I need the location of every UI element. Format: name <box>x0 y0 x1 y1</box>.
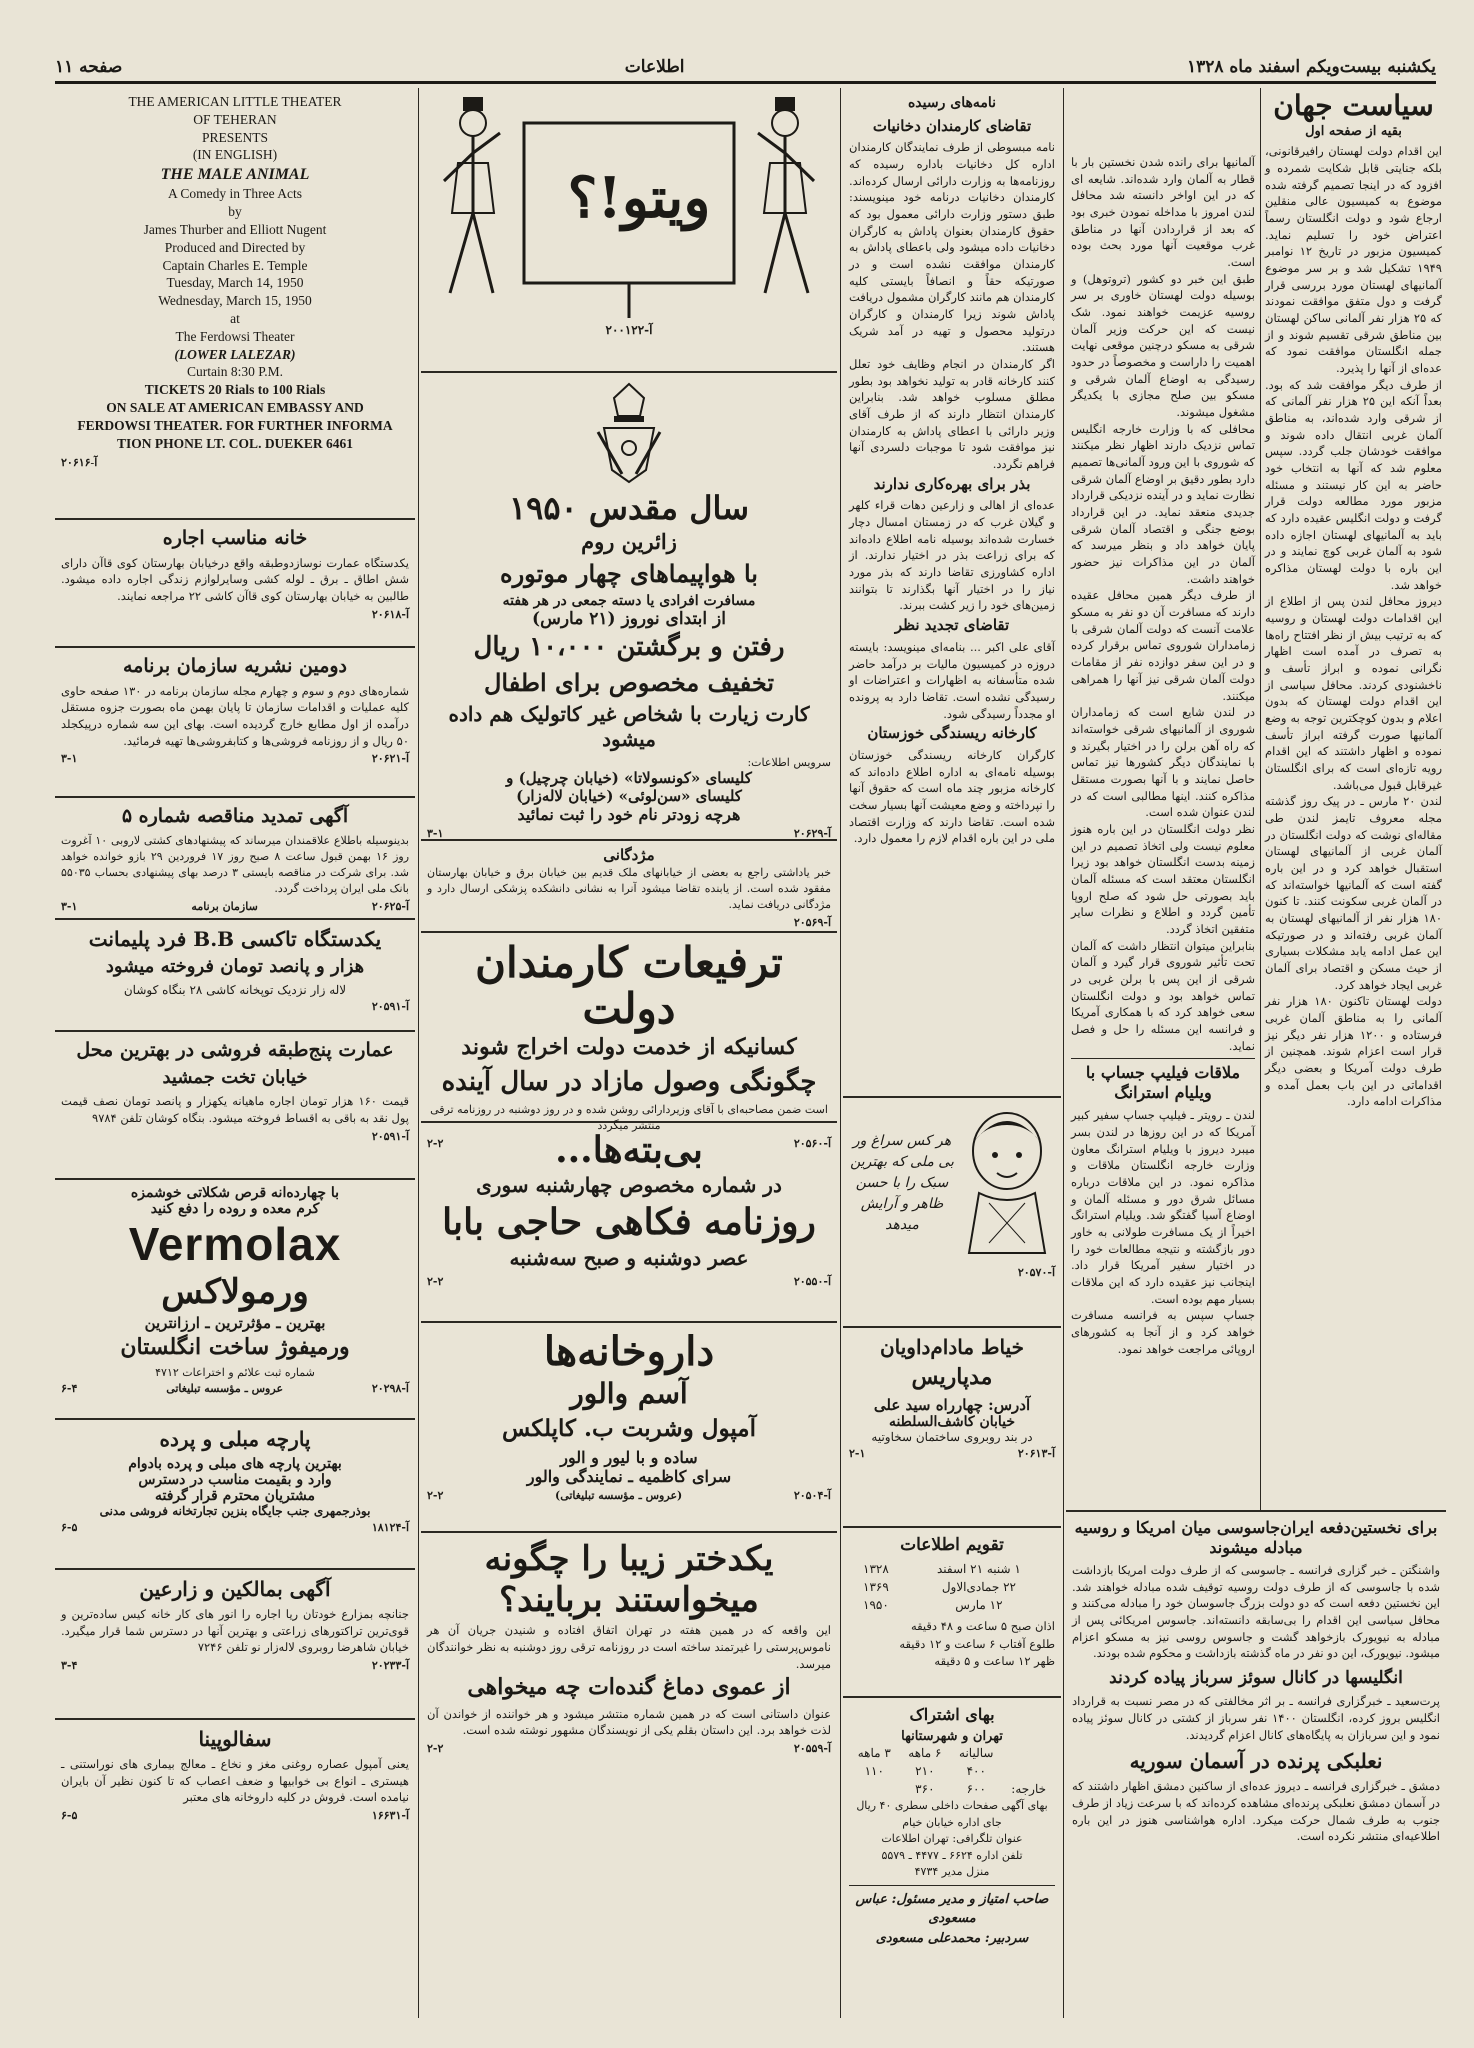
vermolax-tagline: کرم معده و روده را دفع کنید <box>150 1201 320 1217</box>
taxi-address: لاله زار نزدیک توپخانه کاشی ۲۸ بنگاه کوشان <box>123 982 347 997</box>
plan-headline: دومین نشریه سازمان برنامه <box>122 655 348 677</box>
holy-year-pilgrims: زائرین روم <box>581 528 677 554</box>
holy-year-travel: مسافرت افرادی یا دسته جمعی در هر هفته <box>502 593 756 610</box>
theater-line: Curtain 8:30 P.M. <box>186 364 283 380</box>
holy-year-location: کلیسای «کونسولاتا» (خیابان چرچیل) و <box>506 768 752 787</box>
letter-headline: تقاضای کارمندان دخانیات <box>872 116 1032 135</box>
pharmacy-headline: داروخانه‌ها <box>543 1328 715 1375</box>
office-address: جای اداره خیابان خیام <box>902 1815 1002 1829</box>
subscription-col: ۳ ماهه <box>857 1746 891 1760</box>
jessup-meeting-text: جساپ سپس به فرانسه مسافرت خواهد کرد و از آنجا به کشورهای اروپائی مراجعت خواهد نمود. <box>1071 1308 1255 1356</box>
dancer-left-illustration <box>750 93 820 323</box>
woman-portrait-illustration <box>959 1103 1055 1263</box>
ad-code: ۳-۱ <box>61 752 78 766</box>
subscription-col: ساليانه <box>959 1746 994 1760</box>
holy-year-location: کلیسای «سن‌لوئی» (خیابان لاله‌زار) <box>516 786 742 805</box>
theater-line: James Thurber and Elliott Nugent <box>143 221 327 237</box>
ad-code: آ-۲۰۶۱۸ <box>371 607 409 621</box>
tailor-name: خیاط مادام‌داویان <box>879 1335 1025 1359</box>
kidnap-headline: یکدختر زیبا را چگونه <box>484 1539 774 1579</box>
publisher-line: صاحب امتیاز و مدیر مسئول: عباس مسعودی <box>855 1891 1049 1926</box>
taxi-headline: یکدستگاه تاکسی B.B فرد پلیمانت <box>88 927 382 951</box>
pharmacy-ad <box>421 1323 837 1533</box>
ad-code: ۲-۲ <box>427 1137 444 1151</box>
reward-ad <box>421 841 837 933</box>
calendar-year: ۱۳۶۹ <box>863 1580 889 1595</box>
calendar-year: ۱۹۵۰ <box>863 1598 889 1613</box>
theater-line: ON SALE AT AMERICAN EMBASSY AND <box>106 400 364 416</box>
subscription-heading: بهای اشتراک <box>909 1705 995 1724</box>
vermolax-brand-fa: ورمولاکس <box>161 1272 309 1312</box>
fabric-line: مشتریان محترم قرار گرفته <box>154 1488 316 1504</box>
politics-paragraph: در لندن شایع است که زمامداران شوروی از آلمانیهای شرقی خواسته‌اند که راه آهن برلن را در اختیار بگیرند و با نمایندگان دیگر کشورها نیز تماس حاصل نمایند و با آنها بصورت مستقل مذاکره کنند. اینها مطالبی است که در لندن عنوان شده است. <box>1071 705 1255 820</box>
holy-year-source: سرویس اطلاعات: <box>747 755 831 769</box>
kidnap-story-ad <box>421 1533 837 1762</box>
holy-year-start: از ابتدای نوروز (۲۱ مارس) <box>532 609 726 630</box>
politics-paragraph: نظر دولت انگلستان در این باره هنوز معلوم نیست ولی اتخاذ تصمیم در این زمینه بدست انگلستان خواهد بود زیرا انگلستان معتقد است که مسئله آلمان باید بصورتی حل شود که صلح اروپا تأمین گردد و اطلاع و نظرات سایر متفقین اتخاذ گردد. <box>1071 821 1255 936</box>
promotion-headline: ترفیعات کارمندان دولت <box>475 938 783 1034</box>
sunrise-time: طلوع آفتاب ۶ ساعت و ۱۲ دقیقه <box>899 1636 1055 1651</box>
letter-text: کارگران کارخانه ریسندگی خوزستان بوسیله نامه‌ای به اداره اطلاع داده‌اند که کارخانه مزبور چند ماه است که حقوق آنها را نپرداخته و وضع معیشت آنها بسیار سخت شده است. تقاضا دارند که وزارت اقتصاد ملی در این باره اقدام لازم را معمول دارد. <box>849 748 1055 846</box>
suez-headline: انگلیسها در کانال سوئز سرباز پیاده کردند <box>1109 1668 1403 1689</box>
politics-paragraph: دولت لهستان تاکنون ۱۸۰ هزار نفر آلمانی را به مناطق آلمان غربی فرستاده و ۱۲۰۰ هزار نفر دیگر نیز قرار است اعزام شوند. همچنین از طرف دولت آمریکا و بعضی دیگر اقداماتی در این باب بعمل آمده و مذاکرات ادامه دارد. <box>1265 994 1442 1109</box>
reward-heading: مژدگانی <box>603 846 655 864</box>
ad-code: آ-۲۰۶۱۳ <box>1017 1446 1055 1460</box>
letters-heading: نامه‌های رسیده <box>907 95 997 111</box>
promotion-subheadline: کسانیکه از خدمت دولت اخراج شوند <box>461 1034 797 1061</box>
politics-paragraph: دیروز محافل لندن پس از اطلاع از این اقدامات دولت لهستان و روسیه که به ترتیب بیش از نظر افتتاح راه‌ها به تصرف در آمده است اظهار نگرانی نموده و ابراز تأسف و ناخشنودی کردند. محافل سیاسی از این اقدام دولت لهستان که بدون اعلام و بدون کوچکترین توجه به وضع آلمانیها صورت گرفته ابراز تأسف نموده و اظهار داشتند که این اقدام رویه تازه‌ای است که برای انگلستان غیرقابل قبول می‌باشد. <box>1265 594 1442 792</box>
ad-code: ۶-۵ <box>61 1521 78 1534</box>
politics-paragraph: آلمانیها برای رانده شدن نخستین بار با قطار به آلمان وارد شده‌اند. شایعه ای که در این اواخر دانسته شد محافل لندن امروز با مداخله نمودن خبری بود که بعد از قراردادن آنها در مناطق غرب موقعیت آنها مورد بحث بوده است. <box>1071 155 1255 270</box>
rental-text: یکدستگاه عمارت نوسازدوطبقه واقع درخیابان بهارستان کوی قاآن دارای شش اطاق ـ برق ـ لوله کشی وسایرلوازم زندگی اجاره داده میشود. طالبین به خیابان بهارستان کوی قاآن کاشی ۲۲ مراجعه نمایند. <box>61 555 409 604</box>
vermolax-tagline: با چهارده‌انه قرص شکلاتی خوشمزه <box>130 1185 340 1201</box>
fabric-address: بوذرجمهری جنب جایگاه بنزین تجارتخانه فروشی مدنی <box>99 1504 371 1518</box>
haji-baba-title: روزنامه فکاهی حاجی بابا <box>442 1201 816 1244</box>
paper-name: اطلاعات <box>624 57 685 77</box>
theater-line: (IN ENGLISH) <box>192 147 278 163</box>
ad-code: ۳-۱ <box>427 826 444 840</box>
theater-line: Produced and Directed by <box>164 239 306 255</box>
prayer-time: اذان صبح ۵ ساعت و ۴۸ دقیقه <box>910 1619 1055 1634</box>
taxi-price: هزار و پانصد تومان فروخته میشود <box>105 956 365 977</box>
theater-ad <box>55 88 415 520</box>
uncle-story-headline: از عموی دماغ گنده‌ات چه میخواهی <box>467 1674 791 1701</box>
ad-note: (عروس ـ مؤسسه تبلیغاتی) <box>554 1488 683 1502</box>
plan-text: شماره‌های دوم و سوم و چهارم مجله سازمان برنامه در ۱۳۰ صفحه حاوی کلیه عملیات و اقدامات سازمان تا پایان بهمن ماه بصورت جزوه مستقل درآمده از اول مطابع خارج گردیده است. بهای این سه شماره درپیکجلد ۵۰ ریال و از روزنامه فروشی‌ها و کتابفروشی‌ها تهیه فرمائید. <box>61 683 409 748</box>
editor-line: سردبیر: محمدعلی مسعودی <box>875 1930 1029 1946</box>
politics-title: سیاست جهان <box>1273 89 1434 122</box>
theater-line: The Ferdowsi Theater <box>175 328 295 344</box>
ad-code: آ-۲۰۵۰۴ <box>793 1488 831 1502</box>
suez-text: پرت‌سعید ـ خبرگزاری فرانسه ـ بر اثر مخالفتی که در مصر نسبت به قرارداد انگلیس بروز کرده، انگلستان ۱۴۰۰ نفر سرباز از کشتی در کانال سوئز پیاده نمود و این سربازان به پایگاه‌های کانال اعزام گردیدند. <box>1072 1694 1441 1742</box>
landowners-headline: آگهی بمالکین و زارعین <box>139 1577 331 1601</box>
fabric-line: وارد و بقیمت مناسب در دسترس <box>138 1472 332 1488</box>
letter-text: اگر کارمندان در انجام وظایف خود تعلل کنند کارخانه قادر به تولید نخواهد بود بطور مطلق مسلوب خواهد شد. بنابراین کارمندان انتظار دارند که از طرف آقای وزیر دارائی با اعطای پاداش به کارمندان نیز موافقت شود تا موجبات دلسردی آنها فراهم نگردد. <box>849 356 1055 472</box>
ad-code: ۳-۴ <box>61 1659 78 1673</box>
tailor-address: آدرس: چهارراه سید علی <box>873 1395 1031 1414</box>
haji-baba-ad <box>421 1123 837 1323</box>
holy-year-title: سال مقدس ۱۹۵۰ <box>508 489 750 527</box>
vermolax-brand: Vermolax <box>128 1218 342 1270</box>
safalpina-ad <box>55 1720 415 1829</box>
papal-emblem-icon <box>584 378 674 488</box>
subscription-price: ۳۶۰ <box>915 1782 935 1796</box>
letters-section <box>843 88 1061 1098</box>
theater-line: OF TEHERAN <box>193 111 277 127</box>
syria-text: دمشق ـ خبرگزاری فرانسه ـ دیروز عده‌ای از ساکنین دمشق اظهار داشتند که در آسمان دمشق نعلبکی پرنده‌ای مشاهده کرده‌اند که با سرعت زیاد از طرف جنوب به طرف شمال حرکت میکرد. اداره هواشناسی هنوز در این باره اطلاعیه‌ای منتشر نکرده است. <box>1072 1779 1440 1844</box>
vermolax-claim: بهترین ـ مؤثرترین ـ ارزانترین <box>144 1314 326 1333</box>
pharmacy-line: سرای کاظمیه ـ نمایندگی والور <box>526 1466 732 1486</box>
column-rule <box>418 88 419 2018</box>
building-text: قیمت ۱۶۰ هزار تومان اجاره ماهیانه یکهزار و پانصد تومان نصف قیمت پول نقد به باقی به اقساط فروخته میشود. بنگاه کوشان تلفن ۹۷۸۴ <box>61 1094 409 1125</box>
theater-line: (LOWER LALEZAR) <box>174 346 296 362</box>
theater-line: PRESENTS <box>201 129 269 145</box>
safalpina-text: یعنی آمپول عصاره روغنی مغز و نخاع ـ معالج بیماری های نوراستنی ـ هیستری ـ انواع بی خوابیها و ضعف اعصاب که تا کنون نظیر آن بایران نیامده است. فروش در کلیه داروخانه های معتبر <box>61 1757 409 1805</box>
subscription-price: ۶۰۰ <box>966 1782 986 1796</box>
ad-code: آ-۲۰۵۷۰ <box>1017 1266 1055 1279</box>
taxi-ad <box>55 920 415 1032</box>
column-rule <box>840 88 841 2018</box>
ad-signature: سازمان برنامه <box>191 899 258 913</box>
building-headline: عمارت پنج‌طبقه فروشی در بهترین محل <box>76 1039 394 1061</box>
theater-line: by <box>228 204 242 220</box>
vermolax-origin: ورمیفوژ ساخت انگلستان <box>120 1334 350 1361</box>
vitamin-brand: ویتو!؟ <box>567 165 711 231</box>
page-number: صفحه ۱۱ <box>55 57 123 77</box>
pharmacy-product: آسم والور <box>570 1377 688 1410</box>
theater-line: Tuesday, March 14, 1950 <box>166 275 304 291</box>
reward-text: خبر یاداشتی راجع به بعضی از خیابانهای ملک قدیم بین خیابان برق و خیابان بهارستان مفقود شده است. از یابنده تقاضا میشود آنرا به نشانی دانشکده پزشکی ارسال دارد و مژدگانی دریافت نماید. <box>427 865 831 911</box>
calendar-date: ۱۲ مارس <box>955 1598 1003 1613</box>
ad-code: آ-۲۰۵۵۹ <box>793 1742 831 1756</box>
page-header <box>55 40 1436 84</box>
ad-code: آ-۲۰۶۲۵ <box>371 899 409 913</box>
tailor-subtitle: مدپاریس <box>911 1364 993 1390</box>
ad-code: آ-۲۰۵۶۰ <box>793 1137 831 1151</box>
landowners-text: جنانچه بمزارع خودتان ریا اجاره را انور های کار خانه کیس ساده‌ترین و قوی‌ترین تراکتورهای زراعتی و بهترین آنها در دسترس شما قرار میگیرد. خیابان شاهرضا روبروی لاله‌زار نو تلفن ۷۲۴۶ <box>61 1607 409 1655</box>
promotion-text: است ضمن مصاحبه‌ای با آقای وزیردارائی روشن شده و در روز دوشنبه در روزنامه ترقی منتشر میگردد <box>430 1103 828 1133</box>
theater-line: A Comedy in Three Acts <box>168 186 302 202</box>
calendar-box <box>843 1528 1061 1698</box>
ad-code: ۲-۲ <box>427 1742 444 1756</box>
politics-subtitle: بقیه از صفحه اول <box>1305 124 1402 140</box>
letter-headline: کارخانه ریسندگی خوزستان <box>867 724 1037 743</box>
haji-baba-issue: در شماره مخصوص چهارشنبه سوری <box>476 1173 782 1198</box>
letter-headline: تقاضای تجدید نظر <box>894 616 1010 635</box>
ad-code: آ-۱۸۱۲۴ <box>371 1521 409 1534</box>
calendar-table <box>849 1560 1055 1614</box>
office-phones: تلفن اداره ۶۶۲۴ ـ ۴۴۷۷ ـ ۵۵۷۹ <box>881 1848 1023 1862</box>
holy-year-discount: تخفیف مخصوص برای اطفال <box>483 667 775 697</box>
calendar-heading: تقویم اطلاعات <box>900 1535 1004 1555</box>
holy-year-visa: کارت زیارت با شخاص غیر کاتولیک هم داده میشود <box>448 701 810 751</box>
politics-paragraph: از طرف دیگر موافقت شد که بود. بعداً آنکه این ۲۵ هزار نفر آلمانی که از شرقی وارد شده‌اند، به مناطق آلمان غربی انتقال داده شوند و موافقت خودشان جلب گردد. سپس معلوم شد که آنها به انتخاب خود حاضر به این کار نیستند و مسئله مزبور مورد مطالعه دولت قرار گرفت و دولت انگلیس عقیده دارد که باید به آلمانیهای لهستان اجازه داده شود به آلمان غربی کوچ نمایند و در این باره با دولت لهستان مذاکره خواهد شد. <box>1265 377 1442 592</box>
theater-line: Captain Charles E. Temple <box>162 257 308 273</box>
letter-text: آقای علی اکبر ... بنامه‌ای مینویسد: بایسته دروزه در کمیسیون مالیات بر درآمد حاضر شده متأسفانه به اظهارات و اعتراضات او رسیدگی نشده است. تقاضا دارد به پرونده او مجدداً رسیدگی شود. <box>849 639 1055 721</box>
holy-year-ad <box>421 373 837 841</box>
safalpina-headline: سفالوپینا <box>198 1727 272 1751</box>
tailor-ad <box>843 1328 1061 1528</box>
subscription-price: ۴۰۰ <box>966 1764 986 1778</box>
play-title: THE MALE ANIMAL <box>160 166 310 184</box>
subscription-table <box>849 1744 1055 1798</box>
column-rule <box>1063 88 1064 2018</box>
dancer-right-illustration <box>438 93 508 323</box>
politics-paragraph: لندن ۲۰ مارس ـ در پیک روز گذشته مجله معروف تایمز لندن طی مقاله‌ای نوشت که دولت انگلستان در آلمان غربی از آلمانیهای لهستان استقبال خواهد کرد و در این باره گفته است که آلمانیها خواسته‌اند که در آلمان غربی سکونت کنند. تا کنون ۱۸۰ هزار نفر از آلمانیهای لهستان به آلمان غربی رفته‌اند و در صورتیکه این عمل ادامه یابد مشکلات بسیاری از حیث مسکن و اقتصاد برای آلمان غربی ایجاد خواهد کرد. <box>1265 794 1442 992</box>
subscription-price: ۲۱۰ <box>915 1764 935 1778</box>
haji-baba-teaser: بی‌بته‌ها... <box>555 1129 703 1171</box>
promotion-subheadline: چگونگی وصول مازاد در سال آینده <box>441 1066 817 1097</box>
politics-paragraph: محافلی که با وزارت خارجه انگلیس تماس نزدیک دارند اظهار نظر میکنند که شوروی با این ورود آلمانی‌ها تصمیم دارد بطور دقیق بر اوضاع آلمان شرقی نظارت نماید و در آینده نزدیکی قرارداد جدیدی منعقد نماید. در این قرارداد بوضع جنگی و اقتصاد آلمان شرقی پایان خواهد داد و بنظر میرسد که آلمان در این مذاکرات نیز حضور خواهند داشت. <box>1071 421 1255 586</box>
pharmacy-line: آمپول وشربت ب. کاپلکس <box>502 1415 756 1442</box>
ad-rate-note: بهای آگهی صفحات داخلی سطری ۴۰ ریال <box>856 1799 1048 1812</box>
issue-date: یکشنبه بیست‌ویکم اسفند ماه ۱۳۲۸ <box>1186 57 1436 77</box>
tender-ad <box>55 798 415 920</box>
manager-phone: منزل مدیر ۴۷۳۴ <box>914 1865 990 1878</box>
tender-headline: آگهی تمدید مناقصه شماره ۵ <box>121 805 349 827</box>
holy-year-aircraft: با هواپیماهای چهار موتوره <box>500 559 758 589</box>
building-street: خیابان تخت جمشید <box>162 1066 308 1088</box>
syria-headline: نعلبکی پرنده در آسمان سوریه <box>1129 1749 1383 1774</box>
pharmacy-line: ساده و با لیور و الور <box>560 1447 698 1467</box>
holy-year-cta: هرچه زودتر نام خود را ثبت نمائید <box>517 804 741 824</box>
ad-code: ۳-۱ <box>61 899 78 913</box>
rental-headline: خانه مناسب اجاره <box>162 527 308 549</box>
subscription-price: ۱۱۰ <box>864 1764 884 1778</box>
politics-paragraph: طبق این خبر دو کشور (تروتوهل) و بوسیله دولت لهستان خاوری بر سر روسیه عزیمت خواهند نمود. شک نیست که این حرکت وزیر آلمان شرقی به مسکو درچنین موقعی نهایت اهمیت را داراست و مخصوصاً در حدود رسیدگی به اوضاع آلمان شرقی و مسکو بین صلح مجازی با یکدیگر مشغول میشوند. <box>1071 271 1255 420</box>
subscription-col: ۶ ماهه <box>908 1746 942 1760</box>
ad-code: ۶-۵ <box>61 1809 78 1823</box>
rental-ad <box>55 520 415 648</box>
haji-baba-days: عصر دوشنبه و صبح سه‌شنبه <box>509 1245 749 1270</box>
calendar-year: ۱۳۲۸ <box>863 1562 889 1577</box>
ads-center-column <box>421 88 837 2018</box>
classifieds-column <box>55 88 415 2018</box>
ad-code: آ-۲۰۲۳۳ <box>371 1659 409 1673</box>
politics-paragraph: از طرف دیگر همین محافل عقیده دارند که مسافرت آن دو نفر به مسکو علامت آنست که دولت آلمان شرقی با زمامداران شوروی تماس برقرار کرده و در این سفر دوازده نفر از مقامات دولت آلمان شرقی نیز آنها را همراهی میکنند. <box>1071 588 1255 703</box>
kidnap-headline: میخواستند بربایند؟ <box>499 1580 759 1621</box>
letters-column <box>843 88 1061 2018</box>
subscription-subheading: تهران و شهرستانها <box>901 1729 1003 1744</box>
ad-code: آ-۲۰۲۹۸ <box>371 1381 409 1395</box>
ad-code: آ-۱۶۶۳۱ <box>371 1809 409 1823</box>
ad-code: ۶-۴ <box>61 1381 78 1395</box>
tailor-street: خیابان کاشف‌السلطنه <box>888 1413 1016 1430</box>
hair-ad-text: هر کس سراغ ور بی ملی که بهترین سبک را با حسن ظاهر و آرایش میدهد <box>850 1132 954 1233</box>
fabric-ad <box>55 1420 415 1570</box>
vitamin-ad <box>421 88 837 373</box>
ad-code: آ-۲۰۶۲۹ <box>793 826 831 840</box>
tender-text: بدینوسیله باطلاع علاقمندان میرساند که پیشنهاد‌های کشتی لاروبی ۱۰ آغروت روز ۱۶ بهمن قبول ساعت ۸ صبح روز ۱۷ فروردین ۲۹ بازو خوانده خواهد شد. برای شرکت در مناقصه بایستی ۳ درصد بهای پیشنهادی بحساب ۵۵۰۳۵ بانک ملی ایران پرداخت گردد. <box>61 833 410 895</box>
letter-headline: بذر برای بهره‌کاری ندارند <box>873 474 1031 493</box>
politics-paragraph: بنابراین میتوان انتظار داشت که آلمان تحت تأثیر شوروی قرار گیرد و آلمان شرقی از این پس با برلن غربی در تماس خواهد بود و دولت انگلستان سعی خواهد کرد که با همکاری آمریکا و فرانسه این مسئله را حل و فصل نماید. <box>1071 938 1255 1053</box>
theater-line: at <box>230 311 240 327</box>
spy-exchange-text: واشنگتن ـ خبر گزاری فرانسه ـ جاسوسی که از طرف دولت امریکا بازداشت شده با جاسوسی که از طرف دولت روسیه توقیف شده مبادله خواهند شد. این نخستین دفعه است که دو دولت بزرگ جاسوسان خود را مبادله می‌کنند و محافل سیاسی این اقدام را بی‌سابقه دانسته‌اند. جاسوس امریکائی پس از مبادله به نیویورک بازخواهد گشت و جاسوس روسی نیز به مسکو اعزام میشود. نیویورک، این دو نفر در ماه گذشته بازداشت و محکوم شده بودند. <box>1072 1563 1440 1661</box>
calendar-date: ۱ شنبه ۲۱ اسفند <box>936 1562 1021 1577</box>
ad-code: ۲-۱ <box>849 1446 866 1460</box>
noon-time: ظهر ۱۲ ساعت و ۵ دقیقه <box>934 1653 1055 1668</box>
letter-text: عده‌ای از اهالی و زارعین دهات قراء کلهر و گیلان غرب که در زمستان امسال دچار خسارت شده‌اند بوسیله نامه اطلاع داده‌اند که برای زراعت بذر در اختیار ندارند. از اداره کشاورزی تقاضا دارند که بذر مورد نیاز را در اختیار آنها بگذارند تا بتوانند زمین‌های خود را زیر کشت ببرند. <box>849 498 1055 613</box>
ad-code: آ-۲۰۵۹۱ <box>371 999 409 1013</box>
theater-line: THE AMERICAN LITTLE THEATER <box>128 94 342 109</box>
telegraph-address: عنوان تلگرافی: تهران اطلاعات <box>881 1832 1023 1845</box>
ad-code: آ-۲۰۵۶۹ <box>793 915 831 929</box>
ad-code: آ-۲۰۶۱۶ <box>61 456 98 469</box>
politics-paragraph: این اقدام دولت لهستان رافیرقانونی، بلکه جنایتی قابل شکایت شمرده و افزود که در اینجا تصمیم گرفته شده موضوع به کمیسیون عالی منقلین ارجاع شود و دولت انگلستان رسماً اعتراض خود را تسلیم نماید. کمیسیون مزبور در تاریخ ۱۲ نوامبر ۱۹۴۹ تشکیل شد و بر سر موضوع آلمانیهای لهستان مورد بررسی قرار گرفت و دول متفق موافقت نمودند که ۲۵ هزار نفر آلمانی ساکن لهستان بین مناطق شرقی تقسیم شوند و از جمله انگلستان موافقت نمود که عده‌ای از آنها را پذیرد. <box>1265 144 1442 375</box>
kidnap-text: این واقعه که در همین هفته در تهران اتفاق افتاده و شنیدن جریان آن هر ناموس‌پرستی را غیرتمند ساخته است در روزنامه ترقی روز دوشنبه به نظر خوانندگان میرسد. <box>427 1623 831 1671</box>
ad-note: عروس ـ مؤسسه تبلیغاتی <box>166 1381 284 1395</box>
jessup-meeting-text: لندن ـ رویتر ـ فیلیپ جساپ سفیر کبیر آمریکا که در این روزها در لندن بسر میبرد دیروز با ویلیام استرانگ معاون وزارت خارجه انگلستان ملاقات و مذاکره نمود. در این ملاقات درباره مسائل شرق دور و مسئله آلمان و اوضاع آسیا گفتگو شد. ویلیام استرانگ اخیراً از یک مسافرت طولانی به خاور دور بازگشته و نتیجه مطالعات خود را در اختیار سفیر آمریکا قرار داد. اینجانب نیز عقیده دارد که این ملاقات بسیار مهم بوده است. <box>1071 1108 1255 1306</box>
theater-line: TION PHONE LT. COL. DUEKER 6461 <box>117 435 353 451</box>
politics-bottom-block <box>1066 1510 1446 2018</box>
vermolax-ad <box>55 1180 415 1420</box>
jessup-meeting-headline: ملاقات فیلیپ جساپ با ویلیام استرانگ <box>1085 1063 1241 1103</box>
calendar-date: ۲۲ جمادی‌الاول <box>941 1580 1016 1595</box>
fabric-headline: پارچه مبلی و پرده <box>159 1427 311 1451</box>
plan-organization-ad <box>55 648 415 798</box>
ad-code: آ-۲۰۶۲۱ <box>371 752 409 766</box>
theater-line: FERDOWSI THEATER. FOR FURTHER INFORMA <box>77 417 393 433</box>
ad-code: آ-۲۰۰۱۲۲ <box>605 323 653 337</box>
hair-ad <box>843 1098 1061 1328</box>
ad-code: ۲-۲ <box>427 1274 444 1288</box>
spy-exchange-headline: برای نخستین‌دفعه ایران‌جاسوسی میان امریکا و روسیه مبادله میشوند <box>1074 1518 1438 1557</box>
tailor-building: در بند روبروی ساختمان سخاوتیه <box>871 1429 1033 1444</box>
ad-code: آ-۲۰۵۹۱ <box>371 1129 409 1143</box>
landowners-ad <box>55 1570 415 1720</box>
theater-line: Wednesday, March 15, 1950 <box>158 293 312 309</box>
letter-text: نامه مبسوطی از طرف نمایندگان کارمندان اداره کل دخانیات باداره رسیده که روزنامه‌ها به وزارت دارائی ارسال کرده‌اند. کارمندان دخانیات درنامه خود مینویسند: طبق دستور وزارت دارائی معمول بود که حقوق کارمندان بعنوان پاداش به کارگران دخانیات داده میشود ولی باعطای پاداش به کارمندان موافقت نشده است و در صورتیکه حقاً و انصافاً بایستی کلیه کارمندان هم مانند کارگران مشمول دریافت پاداش شوند زیرا کارمندان و کارگران درتولید محصول و تهیه در آمد شریک هستند. <box>849 140 1055 355</box>
uncle-story-text: عنوان داستانی است که در همین شماره منتشر میشود و هر خواننده از خواندن آن لذت خواهد برد. این داستان بقلم یکی از نویسندگان مشهور نوشته شده است. <box>427 1706 831 1738</box>
building-ad <box>55 1032 415 1180</box>
ad-code: ۲-۲ <box>427 1488 444 1502</box>
theater-line: TICKETS 20 Rials to 100 Rials <box>144 382 326 398</box>
subscription-box <box>843 1698 1061 1955</box>
ad-code: آ-۲۰۵۵۰ <box>793 1274 831 1288</box>
fabric-line: بهترین پارچه های مبلی و پرده بادوام <box>128 1456 342 1472</box>
vermolax-registration: شماره ثبت علائم و اختراعات ۴۷۱۲ <box>155 1365 315 1379</box>
subscription-label: خارجه: <box>1011 1782 1047 1796</box>
holy-year-fare: رفتن و برگشتن ۱۰،۰۰۰ ریال <box>473 632 785 663</box>
